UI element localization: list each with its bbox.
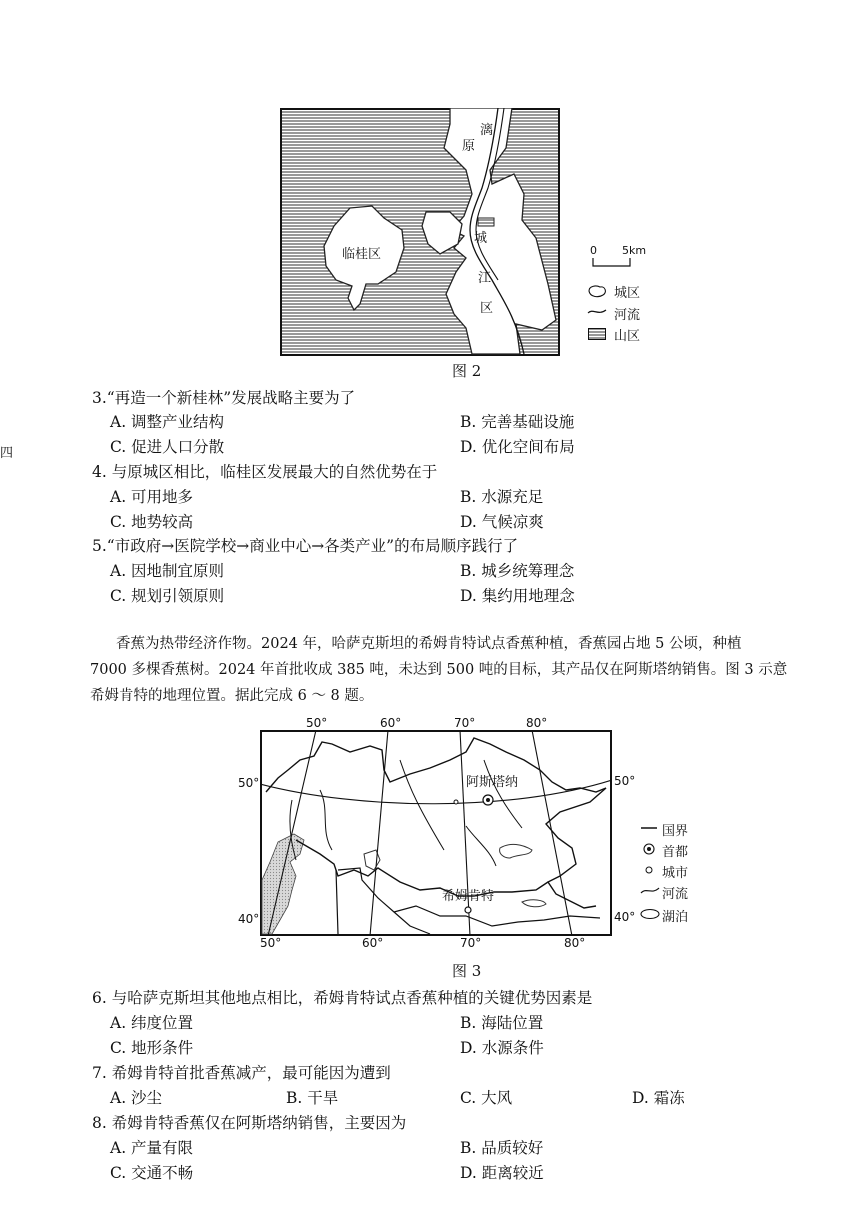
margin-mark: 四: [0, 446, 14, 461]
label-yuan: 原: [462, 139, 476, 154]
question-6-option-d[interactable]: D. 水源条件: [460, 1039, 544, 1057]
question-6-option-a[interactable]: A. 纬度位置: [110, 1014, 194, 1032]
question-3-option-b[interactable]: B. 完善基础设施: [460, 413, 575, 431]
city-small: [454, 800, 458, 804]
question-8-option-c[interactable]: C. 交通不畅: [110, 1164, 194, 1182]
question-6-option-b[interactable]: B. 海陆位置: [460, 1014, 544, 1032]
question-5-option-d[interactable]: D. 集约用地理念: [460, 587, 575, 605]
legend-city: 城市: [662, 866, 689, 881]
lon-bottom-50: 50°: [260, 936, 282, 950]
figure3-map: [260, 730, 612, 936]
question-7-option-b[interactable]: B. 干旱: [286, 1089, 339, 1107]
question-5-option-b[interactable]: B. 城乡统筹理念: [460, 562, 575, 580]
passage-line-3: 希姆肯特的地理位置。据此完成 6 ～ 8 题。: [90, 688, 374, 704]
question-4-option-d[interactable]: D. 气候凉爽: [460, 513, 544, 531]
lat-40-left: 40°: [238, 912, 260, 926]
passage-line-2: 7000 多棵香蕉树。2024 年首批收成 385 吨，未达到 500 吨的目标，其产品仅在阿斯塔纳销售。图 3 示意: [90, 662, 788, 678]
question-8-option-b[interactable]: B. 品质较好: [460, 1139, 544, 1157]
question-6-option-c[interactable]: C. 地形条件: [110, 1039, 194, 1057]
question-8-option-a[interactable]: A. 产量有限: [110, 1139, 194, 1157]
figure2-caption: 图 2: [452, 362, 482, 380]
city-icon: [644, 865, 654, 875]
question-8-stem: 8. 希姆肯特香蕉仅在阿斯塔纳销售，主要因为: [92, 1114, 407, 1132]
label-cheng: 城: [474, 231, 488, 246]
label-astana: 阿斯塔纳: [466, 775, 519, 790]
urban-area-icon: [586, 284, 608, 298]
question-7-stem: 7. 希姆肯特首批香蕉减产，最可能因为遭到: [92, 1064, 391, 1082]
label-li: 漓: [480, 123, 494, 138]
figure2-map: [280, 108, 560, 356]
lat-40-right: 40°: [614, 910, 636, 924]
lon-top-80: 80°: [526, 716, 548, 730]
legend-river: 河流: [614, 308, 641, 323]
island: [478, 218, 494, 226]
scale-bar: [592, 258, 632, 268]
question-4-option-c[interactable]: C. 地势较高: [110, 513, 194, 531]
scale-distance: 5km: [622, 244, 647, 257]
lake-icon: [640, 908, 660, 920]
label-qu: 区: [480, 301, 494, 316]
question-4-option-a[interactable]: A. 可用地多: [110, 488, 194, 506]
mountain-area-icon: [588, 328, 606, 340]
legend-urban: 城区: [614, 286, 641, 301]
question-3-option-c[interactable]: C. 促进人口分散: [110, 438, 225, 456]
lat-50-left: 50°: [238, 776, 260, 790]
question-3-stem: 3.“再造一个新桂林”发展战略主要为了: [92, 389, 356, 407]
question-5-stem: 5.“市政府→医院学校→商业中心→各类产业”的布局顺序践行了: [92, 537, 519, 555]
scale-zero: 0: [590, 244, 597, 257]
river-icon-fig3: [640, 885, 660, 897]
city-shymkent: [465, 907, 471, 913]
question-4-stem: 4. 与原城区相比，临桂区发展最大的自然优势在于: [92, 463, 438, 481]
passage-line-1: 香蕉为热带经济作物。2024 年，哈萨克斯坦的希姆肯特试点香蕉种植，香蕉园占地 5 公顷，种植: [116, 636, 742, 652]
legend-capital: 首都: [662, 845, 689, 860]
question-3-option-a[interactable]: A. 调整产业结构: [110, 413, 225, 431]
legend-border: 国界: [662, 824, 689, 839]
label-jiang: 江: [478, 271, 492, 286]
question-7-option-c[interactable]: C. 大风: [460, 1089, 513, 1107]
label-lingui: 临桂区: [342, 247, 382, 262]
question-4-option-b[interactable]: B. 水源充足: [460, 488, 544, 506]
legend-lake: 湖泊: [662, 910, 689, 925]
label-shymkent: 希姆肯特: [442, 889, 495, 904]
lon-top-50: 50°: [306, 716, 328, 730]
question-6-stem: 6. 与哈萨克斯坦其他地点相比，希姆肯特试点香蕉种植的关键优势因素是: [92, 989, 593, 1007]
border-icon: [640, 824, 658, 832]
legend-mountain: 山区: [614, 329, 641, 344]
lon-bottom-80: 80°: [564, 936, 586, 950]
question-5-option-a[interactable]: A. 因地制宜原则: [110, 562, 225, 580]
lon-top-70: 70°: [454, 716, 476, 730]
lon-top-60: 60°: [380, 716, 402, 730]
question-8-option-d[interactable]: D. 距离较近: [460, 1164, 544, 1182]
figure3-caption: 图 3: [452, 962, 482, 980]
question-5-option-c[interactable]: C. 规划引领原则: [110, 587, 225, 605]
question-3-option-d[interactable]: D. 优化空间布局: [460, 438, 575, 456]
question-7-option-a[interactable]: A. 沙尘: [110, 1089, 163, 1107]
question-7-option-d[interactable]: D. 霜冻: [632, 1089, 685, 1107]
lon-bottom-60: 60°: [362, 936, 384, 950]
lat-50-right: 50°: [614, 774, 636, 788]
legend-river-fig3: 河流: [662, 887, 689, 902]
lon-bottom-70: 70°: [460, 936, 482, 950]
capital-icon: [642, 842, 656, 856]
river-icon: [586, 306, 608, 318]
